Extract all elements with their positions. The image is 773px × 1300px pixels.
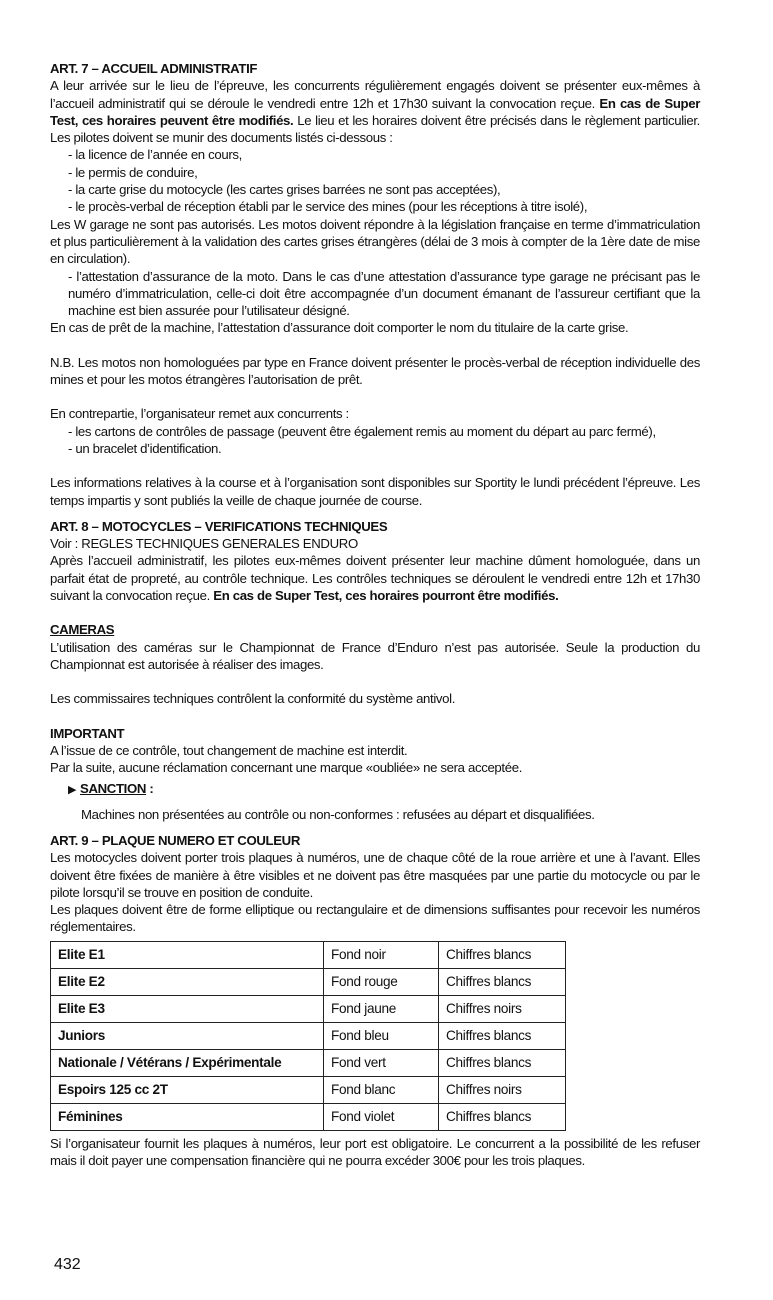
category-cell: Elite E1 bbox=[51, 941, 324, 968]
nb-paragraph: N.B. Les motos non homologuées par type en France doivent présenter le procès-verbal de réception individuelle des mines et pour les motos étrangères l’autorisation de prêt. bbox=[50, 354, 700, 388]
insurance-item: - l’attestation d’assurance de la moto. Dans le cas d’une attestation d’assurance type garage ne précisant pas le numéro d’immatriculation, celle-ci doit être accompagnée d’un document émanant de l’assureur certifiant que la machine est bien assurée pour l’utilisateur désigné. bbox=[68, 268, 700, 319]
table-row bbox=[51, 1103, 566, 1130]
art7-paragraph-2: Les W garage ne sont pas autorisés. Les motos doivent répondre à la législation française en terme d’immatriculation et plus particulièrement à la validation des cartes grises étrangères (délai de 3 mois à compter de la 1ère date de mise en circulation). bbox=[50, 216, 700, 267]
sanction-text: Machines non présentées au contrôle ou non-conformes : refusées au départ et disqualifiées. bbox=[81, 806, 595, 822]
table-row bbox=[51, 1022, 566, 1049]
sanction-label: SANCTION bbox=[80, 781, 147, 797]
doc-item: - la carte grise du motocycle (les cartes grises barrées ne sont pas acceptées), bbox=[68, 182, 501, 198]
background-cell: Fond violet bbox=[324, 1103, 439, 1130]
art8-paragraph-1 bbox=[50, 552, 700, 604]
doc-item: - le permis de conduire, bbox=[68, 164, 198, 180]
background-cell: Fond bleu bbox=[324, 1022, 439, 1049]
art7-p1-bold: En cas de Super Test, ces horaires peuvent être modifiés. bbox=[50, 95, 700, 128]
art8-title: ART. 8 – MOTOCYCLES – VERIFICATIONS TECHNIQUES bbox=[50, 518, 388, 534]
table-row bbox=[51, 968, 566, 995]
important-line-2: Par la suite, aucune réclamation concernant une marque «oubliée» ne sera acceptée. bbox=[50, 760, 523, 776]
art8-see: Voir : REGLES TECHNIQUES GENERALES ENDURO bbox=[50, 536, 358, 552]
digits-cell: Chiffres blancs bbox=[439, 968, 566, 995]
background-cell: Fond blanc bbox=[324, 1076, 439, 1103]
category-cell: Nationale / Vétérans / Expérimentale bbox=[51, 1049, 324, 1076]
page-number: 432 bbox=[54, 1256, 81, 1273]
digits-cell: Chiffres blancs bbox=[439, 941, 566, 968]
important-title: IMPORTANT bbox=[50, 725, 125, 741]
digits-cell: Chiffres noirs bbox=[439, 995, 566, 1022]
digits-cell: Chiffres blancs bbox=[439, 1103, 566, 1130]
sanction-heading bbox=[50, 780, 700, 799]
counter-item: - un bracelet d’identification. bbox=[68, 440, 222, 456]
art8-p1-bold: En cas de Super Test, ces horaires pourront être modifiés. bbox=[209, 588, 559, 604]
table-row bbox=[51, 995, 566, 1022]
art7-paragraph-1 bbox=[50, 77, 700, 146]
background-cell: Fond jaune bbox=[324, 995, 439, 1022]
category-cell: Elite E2 bbox=[51, 968, 324, 995]
counter-item: - les cartons de contrôles de passage (peuvent être également remis au moment du départ au parc fermé), bbox=[68, 423, 656, 439]
art9-title: ART. 9 – PLAQUE NUMERO ET COULEUR bbox=[50, 832, 301, 848]
category-cell: Juniors bbox=[51, 1022, 324, 1049]
art7-p1-text: A leur arrivée sur le lieu de l’épreuve, les concurrents régulièrement engagés doivent se présenter eux-mêmes à l’accueil administratif qui se déroule le vendredi entre 12h et 17h30 suivant la convocation reçue. bbox=[50, 78, 700, 111]
triangle-right-icon: ▶ bbox=[68, 784, 77, 797]
background-cell: Fond noir bbox=[324, 941, 439, 968]
category-cell: Féminines bbox=[51, 1103, 324, 1130]
art8-p1-text: Après l’accueil administratif, les pilotes eux-mêmes doivent présenter leur machine dûment homologuée, dans un parfait état de propreté, au contrôle technique. Les contrôles techniques se déroulent le vendredi entre 12h et 17h30 suivant la convocation reçue. bbox=[50, 553, 700, 604]
sanction-colon: : bbox=[146, 781, 154, 797]
doc-item: - le procès-verbal de réception établi par le service des mines (pour les réceptions à titre isolé), bbox=[68, 199, 588, 215]
art7-title: ART. 7 – ACCUEIL ADMINISTRATIF bbox=[50, 61, 258, 76]
category-cell: Espoirs 125 cc 2T bbox=[51, 1076, 324, 1103]
category-cell: Elite E3 bbox=[51, 995, 324, 1022]
background-cell: Fond rouge bbox=[324, 968, 439, 995]
doc-item: - la licence de l’année en cours, bbox=[68, 147, 242, 163]
plates-table bbox=[50, 941, 566, 1131]
document-page bbox=[50, 60, 700, 1169]
art9-paragraph-2: Les plaques doivent être de forme elliptique ou rectangulaire et de dimensions suffisantes pour recevoir les numéros réglementaires. bbox=[50, 902, 700, 935]
art7-paragraph-3: En cas de prêt de la machine, l’attestation d’assurance doit comporter le nom du titulaire de la carte grise. bbox=[50, 320, 629, 336]
important-line-1: A l’issue de ce contrôle, tout changement de machine est interdit. bbox=[50, 742, 408, 758]
digits-cell: Chiffres blancs bbox=[439, 1049, 566, 1076]
table-row bbox=[51, 1049, 566, 1076]
table-row bbox=[51, 1076, 566, 1103]
art9-paragraph-1: Les motocycles doivent porter trois plaques à numéros, une de chaque côté de la roue arrière et une à l’avant. Elles doivent être fixées de manière à être visibles et ne doivent pas être masquées par une partie du motocycle ou par le pilote lorsqu’il se trouve en position de conduite. bbox=[50, 850, 700, 900]
digits-cell: Chiffres blancs bbox=[439, 1022, 566, 1049]
cameras-paragraph-2: Les commissaires techniques contrôlent la conformité du système antivol. bbox=[50, 691, 456, 707]
art9-paragraph-3: Si l’organisateur fournit les plaques à numéros, leur port est obligatoire. Le concurrent a la possibilité de les refuser mais il doit payer une compensation financière qui ne pourra excéder 300€ pour les trois plaques. bbox=[50, 1135, 700, 1169]
cameras-title: CAMERAS bbox=[50, 622, 115, 638]
table-row bbox=[51, 941, 566, 968]
counter-paragraph: En contrepartie, l’organisateur remet aux concurrents : bbox=[50, 406, 349, 422]
info-paragraph: Les informations relatives à la course et à l’organisation sont disponibles sur Sportity le lundi précédent l’épreuve. Les temps impartis y sont publiés la veille de chaque journée de course. bbox=[50, 475, 700, 508]
digits-cell: Chiffres noirs bbox=[439, 1076, 566, 1103]
art7-p1-end: Le lieu et les horaires doivent être précisés dans le règlement particulier. Les pilotes doivent se munir des documents listés ci-dessous : bbox=[50, 112, 700, 146]
cameras-paragraph-1: L’utilisation des caméras sur le Championnat de France d’Enduro n’est pas autorisée. Seule la production du Championnat est autorisée à réaliser des images. bbox=[50, 639, 700, 672]
background-cell: Fond vert bbox=[324, 1049, 439, 1076]
